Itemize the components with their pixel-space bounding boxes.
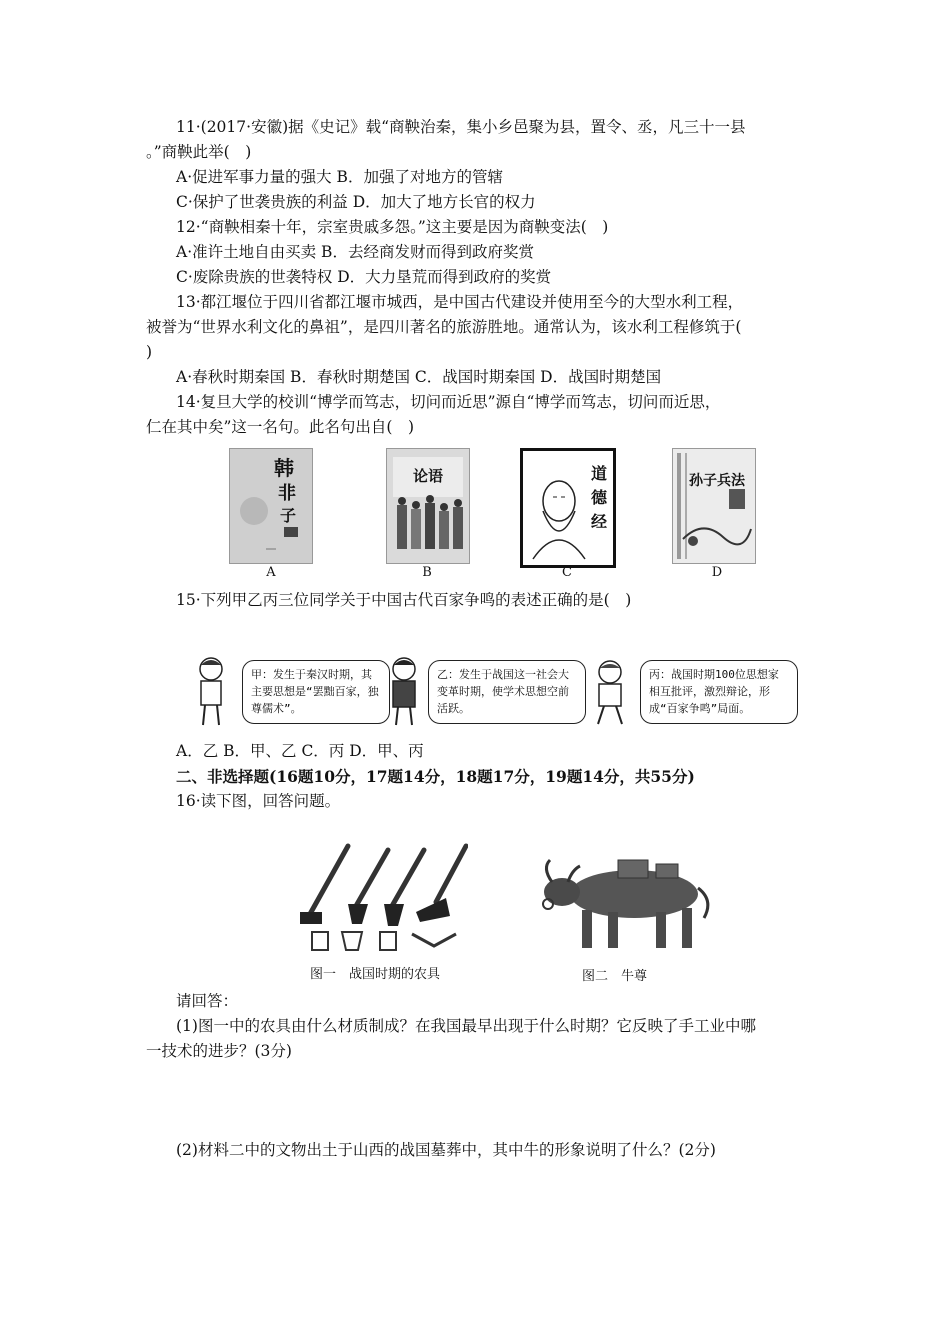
svg-text:德: 德 xyxy=(591,488,608,507)
student-jia-figure xyxy=(193,655,233,727)
book-cover-daodejing xyxy=(520,448,616,568)
section-2-heading: 二、非选择题(16题10分，17题14分，18题17分，19题14分，共55分) xyxy=(176,767,695,786)
q12-options-cd: C·废除贵族的世袭特权 D．大力垦荒而得到政府的奖赏 xyxy=(176,268,552,286)
q11-stem-line1: 11·(2017·安徽)据《史记》载“商鞅治秦，集小乡邑聚为县，置令、丞，凡三十一县 xyxy=(176,118,746,136)
bubble-jia: 甲：发生于秦汉时期，其主要思想是“罢黜百家，独尊儒术”。 xyxy=(242,660,390,724)
q12-options-ab: A·准许土地自由买卖 B．去经商发财而得到政府奖赏 xyxy=(176,243,534,261)
q14-stem-line2: 仁在其中矣”这一名句。此名句出自( ) xyxy=(146,418,415,436)
q15-stem: 15·下列甲乙丙三位同学关于中国古代百家争鸣的表述正确的是( ) xyxy=(176,591,632,609)
svg-text:孙子兵法: 孙子兵法 xyxy=(689,473,745,489)
svg-text:道: 道 xyxy=(591,464,608,483)
q13-stem-line1: 13·都江堰位于四川省都江堰市城西，是中国古代建设并使用至今的大型水利工程， xyxy=(176,293,744,311)
book-a-label: A xyxy=(266,565,276,580)
q13-stem-line2: 被誉为“世界水利文化的鼻祖”，是四川著名的旅游胜地。通常认为，该水利工程修筑于( xyxy=(146,318,742,336)
q11-options-cd: C·保护了世袭贵族的利益 D．加大了地方长官的权力 xyxy=(176,193,536,211)
bubble-yi: 乙：发生于战国这一社会大变革时期，使学术思想空前活跃。 xyxy=(428,660,586,724)
q16-sub1-line2: 一技术的进步？(3分) xyxy=(146,1042,292,1060)
student-bing-figure xyxy=(590,658,630,726)
q16-sub1-line1: (1)图一中的农具由什么材质制成？在我国最早出现于什么时期？它反映了手工业中哪 xyxy=(176,1017,756,1035)
figure2-ox-zun xyxy=(538,848,718,958)
q15-options: A．乙 B．甲、乙 C．丙 D．甲、丙 xyxy=(176,742,424,760)
figure2-caption: 图二 牛尊 xyxy=(582,969,648,984)
book-b-label: B xyxy=(422,565,432,580)
book-c-label: C xyxy=(562,565,572,580)
svg-text:子: 子 xyxy=(280,506,297,525)
q11-stem-line2: 。”商鞅此举( ) xyxy=(146,143,252,161)
svg-text:非: 非 xyxy=(278,483,296,504)
q16-prompt: 请回答： xyxy=(176,992,239,1010)
svg-text:论语: 论语 xyxy=(413,467,444,485)
q16-sub2: (2)材料二中的文物出土于山西的战国墓葬中，其中牛的形象说明了什么？(2分) xyxy=(176,1141,716,1159)
q11-options-ab: A·促进军事力量的强大 B．加强了对地方的管辖 xyxy=(176,168,503,186)
figure1-farm-tools xyxy=(296,842,468,960)
book-d-label: D xyxy=(711,565,723,580)
svg-text:经: 经 xyxy=(591,512,608,531)
student-yi-figure xyxy=(384,655,424,727)
q13-stem-line3: ) xyxy=(146,343,153,361)
bubble-bing: 丙：战国时期100位思想家相互批评，激烈辩论，形成“百家争鸣”局面。 xyxy=(640,660,798,724)
book-cover-hanfeizi xyxy=(229,448,313,564)
q13-options: A·春秋时期秦国 B．春秋时期楚国 C．战国时期秦国 D．战国时期楚国 xyxy=(176,368,662,386)
book-cover-sunzi xyxy=(672,448,756,564)
book-a-title-1: 韩 xyxy=(274,456,294,480)
figure1-caption: 图一 战国时期的农具 xyxy=(310,967,441,982)
q14-stem-line1: 14·复旦大学的校训“博学而笃志，切问而近思”源自“博学而笃志，切问而近思， xyxy=(176,393,721,411)
q12-stem: 12·“商鞅相秦十年，宗室贵戚多怨。”这主要是因为商鞅变法( ) xyxy=(176,218,609,236)
q16-stem: 16·读下图，回答问题。 xyxy=(176,792,341,810)
book-cover-lunyu xyxy=(386,448,470,564)
